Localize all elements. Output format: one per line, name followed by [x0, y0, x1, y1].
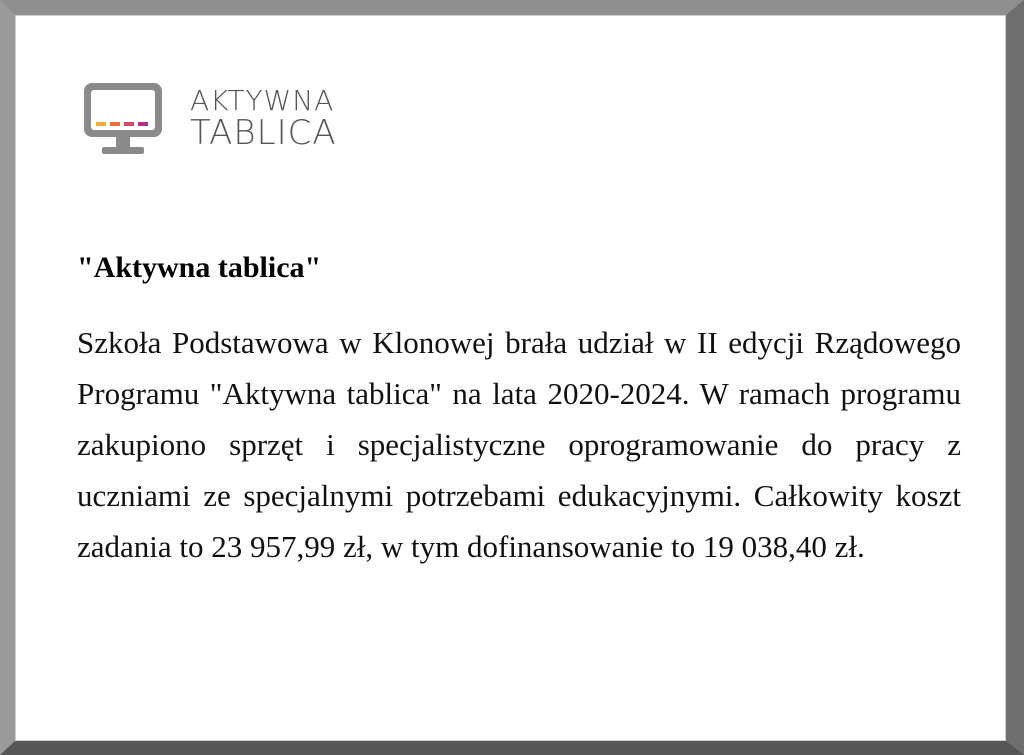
monitor-icon [82, 81, 166, 159]
logo [82, 81, 342, 161]
body-paragraph: Szkoła Podstawowa w Klonowej brała udział w II edycji Rządowego Programu "Aktywna tablica" na lata 2020-2024. W ramach programu zakupiono sprzęt i specjalistyczne oprogramowanie do pracy z uczniami ze specjalnymi potrzebami edukacyjnymi. Całkowity koszt zadania to 23 957,99 zł, w tym dofinansowanie to 19 038,40 zł. [77, 325, 961, 564]
logo-line1: AKTYWNA [190, 84, 335, 117]
logo-line2: TABLICA [190, 113, 337, 153]
logo-wordmark [190, 84, 337, 153]
page-title: "Aktywna tablica" [77, 251, 322, 284]
